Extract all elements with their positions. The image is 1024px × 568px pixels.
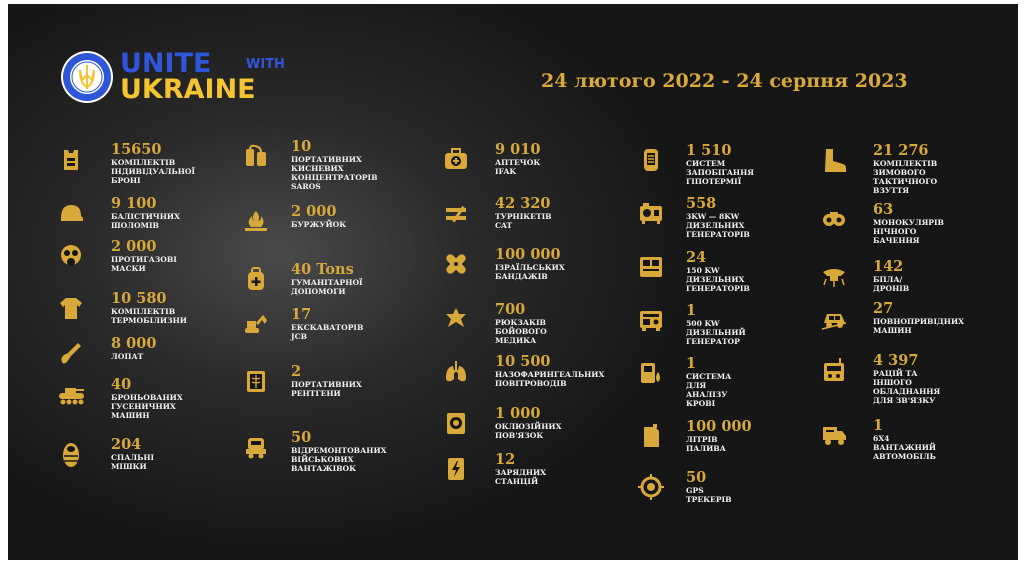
item-quantity: 142	[873, 258, 904, 275]
item-quantity: 42 320	[495, 195, 551, 212]
item-quantity: 10	[291, 138, 312, 155]
bandage-icon	[443, 251, 469, 277]
date-range: 24 лютого 2022 - 24 серпня 2023	[541, 70, 908, 92]
item-label: ПОРТАТИВНИХ КИСНЕВИХ КОНЦЕНТРАТОРІВ SAROS	[291, 155, 378, 191]
item-label: СИСТЕМА ДЛЯ АНАЛІЗУ КРОВІ	[686, 372, 732, 408]
item-label: ОКЛЮЗІЙНИХ ПОВ'ЯЗОК	[495, 422, 562, 440]
tourniquet-icon	[443, 200, 469, 226]
item-label: БРОНЬОВАНИХ ГУСЕНИЧНИХ МАШИН	[111, 393, 183, 420]
helmet-icon	[58, 200, 84, 226]
item-quantity: 12	[495, 451, 516, 468]
item-label: СИСТЕМ ЗАПОБІГАННЯ ГІПОТЕРМІЇ	[686, 159, 754, 186]
item-quantity: 50	[686, 469, 707, 486]
thermal-underwear-icon	[58, 295, 84, 321]
backpack-aid-icon	[243, 266, 269, 292]
item-quantity: 2 000	[111, 238, 157, 255]
item-label: БПЛА/ДРОНІВ	[873, 275, 910, 293]
item-label: КОМПЛЕКТІВ ІНДИВІДУАЛЬНОЇ БРОНІ	[111, 158, 196, 185]
logo-with-text: WITH	[246, 57, 285, 72]
item-quantity: 558	[686, 195, 717, 212]
item-quantity: 40 Tons	[291, 261, 354, 278]
item-label: РАЦІЙ ТА ІНШОГО ОБЛАДНАННЯ ДЛЯ ЗВ'ЯЗКУ	[873, 369, 941, 405]
logo-ukraine-text: UKRAINE	[120, 74, 256, 105]
item-label: ЕКСКАВАТОРІВ JCB	[291, 323, 364, 341]
sleeping-bag-icon	[58, 441, 84, 467]
shovel-icon	[58, 340, 84, 366]
item-label: 150 KW ДИЗЕЛЬНИХ ГЕНЕРАТОРІВ	[686, 266, 750, 293]
cargo-truck-icon	[821, 422, 847, 448]
unite-with-ukraine-logo	[60, 48, 335, 108]
lungs-icon	[443, 358, 469, 384]
item-label: МОНОКУЛЯРІВ НІЧНОГО БАЧЕННЯ	[873, 218, 944, 245]
tank-icon	[58, 381, 84, 407]
item-quantity: 50	[291, 429, 312, 446]
item-quantity: 100 000	[686, 418, 752, 435]
item-label: КОМПЛЕКТІВ ЗИМОВОГО ТАКТИЧНОГО ВЗУТТЯ	[873, 159, 938, 195]
xray-icon	[243, 368, 269, 394]
stove-icon	[243, 208, 269, 234]
logo-unite-text: UNITE	[120, 48, 212, 79]
item-quantity: 63	[873, 201, 894, 218]
first-aid-kit-icon	[443, 146, 469, 172]
item-quantity: 204	[111, 436, 142, 453]
item-label: ПОВНОПРИВІДНИХ МАШИН	[873, 317, 965, 335]
item-quantity: 4 397	[873, 352, 919, 369]
military-truck-icon	[243, 434, 269, 460]
generator-icon	[638, 200, 664, 226]
item-label: НАЗОФАРИНГЕАЛЬНИХ ПОВІТРОВОДІВ	[495, 370, 605, 388]
gps-tracker-icon	[638, 474, 664, 500]
item-label: КОМПЛЕКТІВ ТЕРМОБІЛИЗНИ	[111, 307, 187, 325]
item-label: ГУМАНІТАРНОЇ ДОПОМОГИ	[291, 278, 363, 296]
item-quantity: 1 510	[686, 142, 732, 159]
body-armor-icon	[58, 146, 84, 172]
radio-icon	[821, 357, 847, 383]
diesel-generator-icon	[638, 307, 664, 333]
item-label: ЗАРЯДНИХ СТАНЦІЙ	[495, 468, 547, 486]
excavator-icon	[243, 311, 269, 337]
foundation-seal-icon	[60, 50, 114, 104]
item-label: АПТЕЧОК IFAK	[495, 158, 541, 176]
item-quantity: 8 000	[111, 335, 157, 352]
item-label: 6X4 ВАНТАЖНИЙ АВТОМОБІЛЬ	[873, 434, 937, 461]
item-label: ТУРНІКЕТІВ CAT	[495, 212, 552, 230]
item-label: ЛІТРІВ ПАЛИВА	[686, 435, 726, 453]
item-quantity: 24	[686, 249, 707, 266]
occlusive-dressing-icon	[443, 410, 469, 436]
infographic-poster	[8, 4, 1018, 560]
drone-icon	[821, 263, 847, 289]
item-quantity: 1	[686, 355, 697, 372]
winter-boot-icon	[821, 147, 847, 173]
gas-mask-icon	[58, 243, 84, 269]
night-vision-icon	[821, 206, 847, 232]
item-quantity: 10 580	[111, 290, 167, 307]
item-quantity: 10 500	[495, 353, 551, 370]
item-label: БУРЖУЙОК	[291, 220, 347, 229]
item-label: СПАЛЬНІ МІШКИ	[111, 453, 155, 471]
item-quantity: 1	[686, 302, 697, 319]
item-label: ПРОТИГАЗОВІ МАСКИ	[111, 255, 177, 273]
item-label: ІЗРАЇЛЬСЬКИХ БАНДАЖІВ	[495, 263, 565, 281]
item-label: ЛОПАТ	[111, 352, 144, 361]
item-quantity: 9 100	[111, 195, 157, 212]
item-label: 500 KW ДИЗЕЛЬНИЙ ГЕНЕРАТОР	[686, 319, 746, 346]
item-label: GPS ТРЕКЕРІВ	[686, 486, 732, 504]
item-label: ВІДРЕМОНТОВАНИХ ВІЙСЬКОВИХ ВАНТАЖІВОК	[291, 446, 387, 473]
item-quantity: 700	[495, 301, 526, 318]
item-quantity: 1	[873, 417, 884, 434]
item-label: 3KW — 8KW ДИЗЕЛЬНИХ ГЕНЕРАТОРІВ	[686, 212, 750, 239]
item-label: ПОРТАТИВНИХ РЕНТГЕНИ	[291, 380, 362, 398]
offroad-vehicle-icon	[821, 305, 847, 331]
item-quantity: 17	[291, 306, 312, 323]
medic-backpack-icon	[443, 306, 469, 332]
item-quantity: 1 000	[495, 405, 541, 422]
charging-station-icon	[443, 456, 469, 482]
hypothermia-icon	[638, 147, 664, 173]
fuel-canister-icon	[638, 423, 664, 449]
item-quantity: 9 010	[495, 141, 541, 158]
item-quantity: 40	[111, 376, 132, 393]
item-quantity: 21 276	[873, 142, 929, 159]
item-quantity: 2	[291, 363, 302, 380]
item-label: РЮКЗАКІВ БОЙОВОГО МЕДИКА	[495, 318, 547, 345]
blood-analyzer-icon	[638, 360, 664, 386]
big-generator-icon	[638, 254, 664, 280]
item-quantity: 100 000	[495, 246, 561, 263]
oxygen-concentrator-icon	[243, 143, 269, 169]
item-quantity: 27	[873, 300, 894, 317]
item-label: БАЛІСТИЧНИХ ШОЛОМІВ	[111, 212, 180, 230]
item-quantity: 2 000	[291, 203, 337, 220]
item-quantity: 15650	[111, 141, 162, 158]
